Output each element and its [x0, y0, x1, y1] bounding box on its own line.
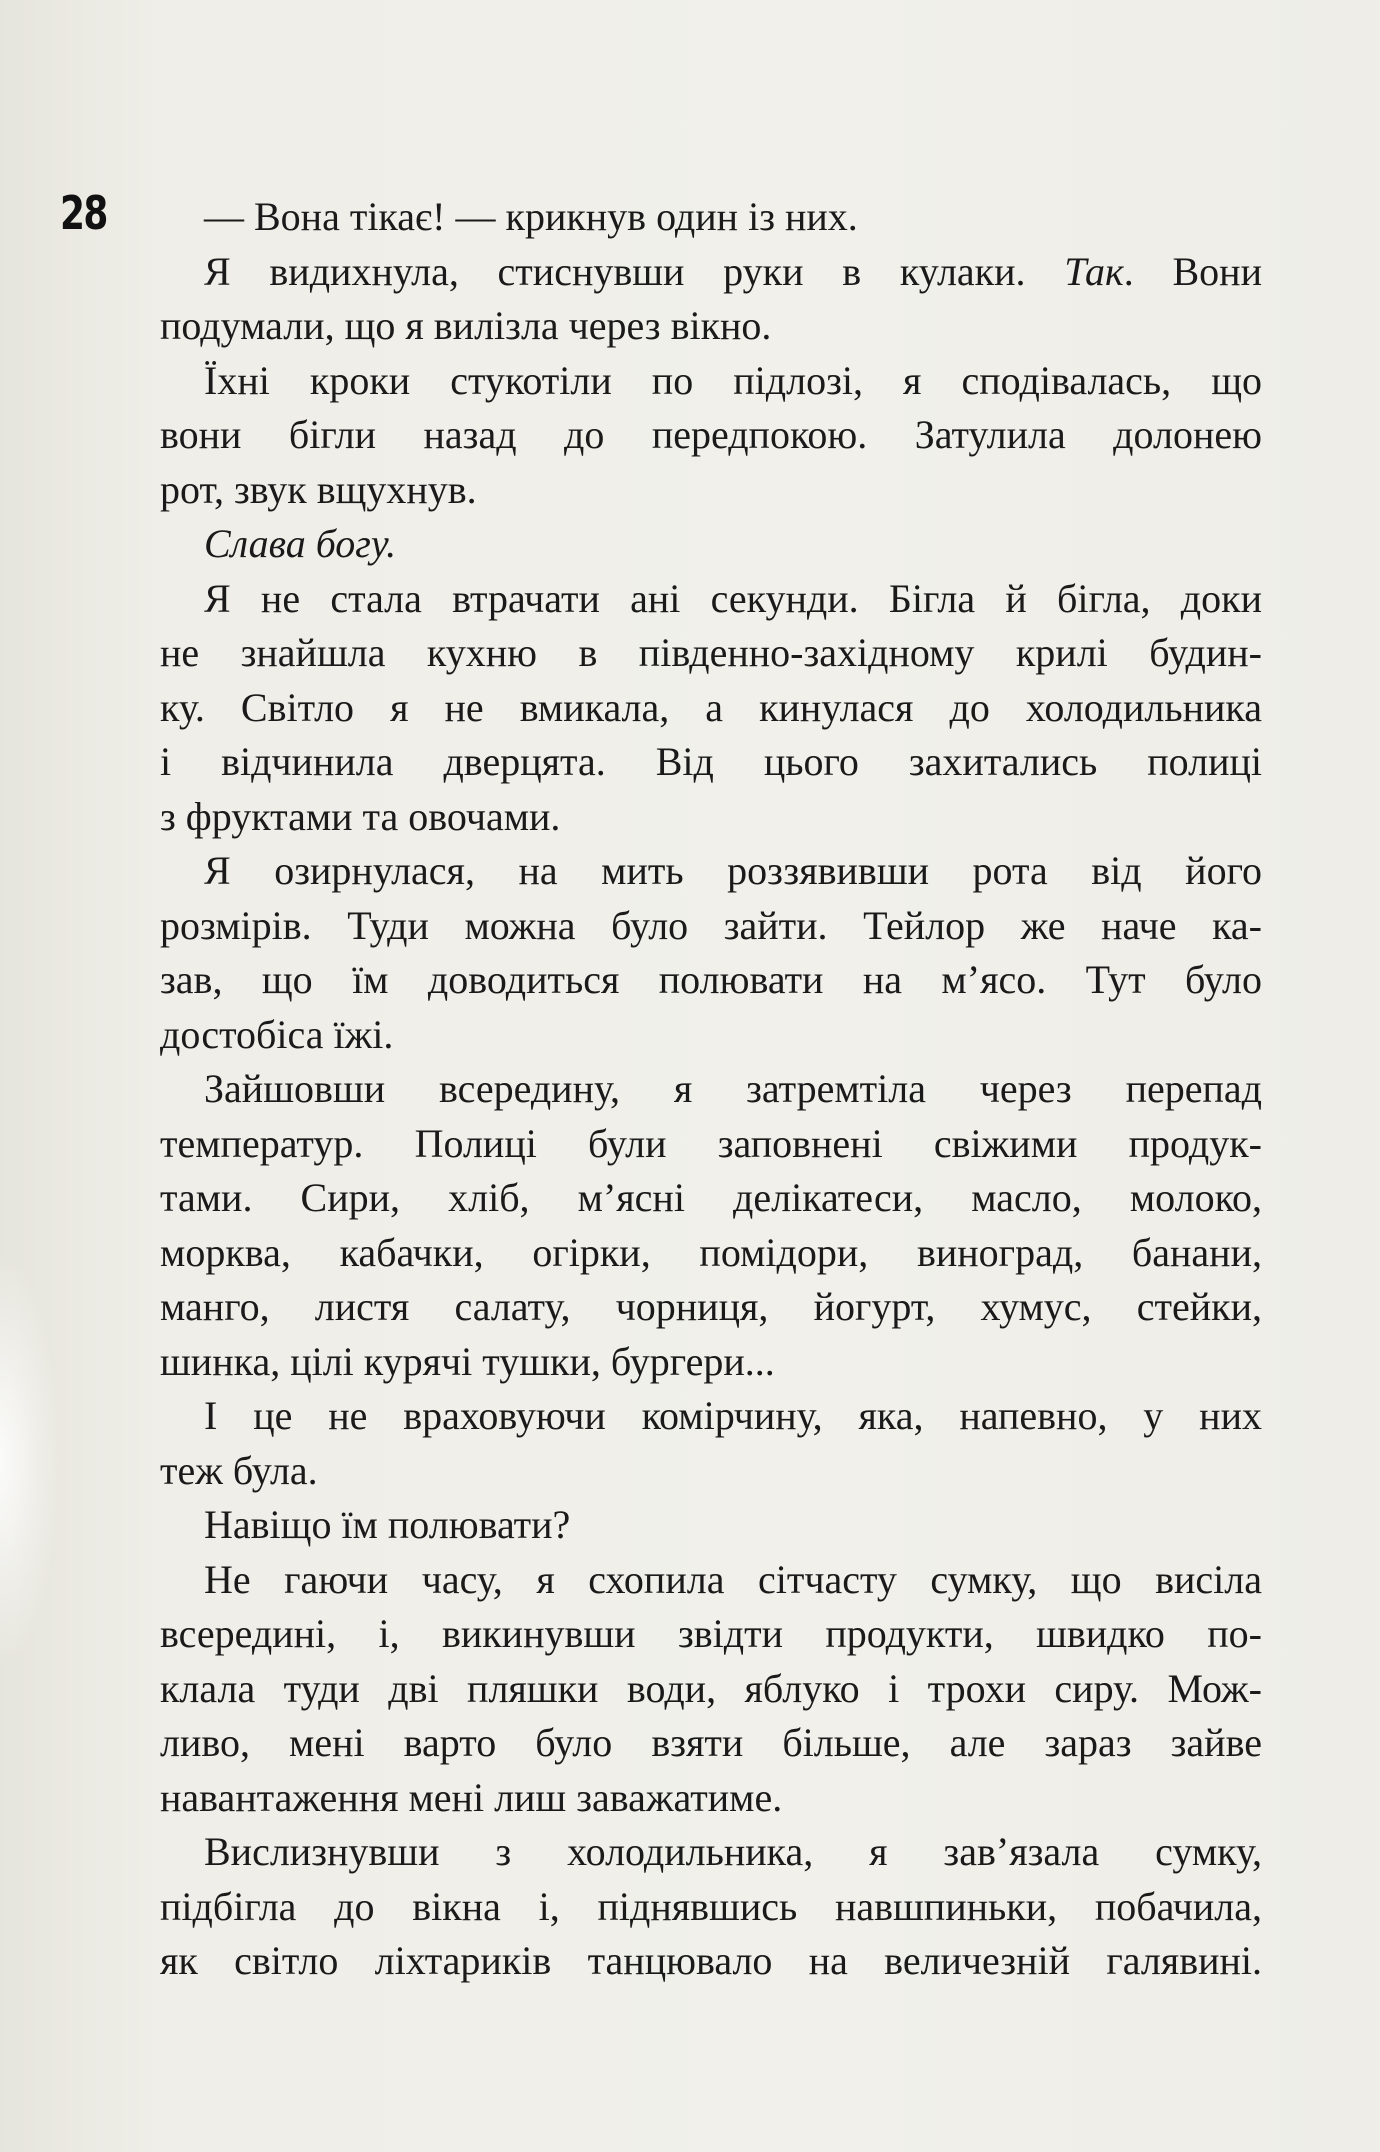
line-text: Зайшовши всередину, я затремтіла через перепад — [204, 1066, 1262, 1111]
text-line — [160, 572, 1262, 627]
line-text: Я не стала втрачати ані секунди. Бігла й бігла, доки — [204, 575, 1262, 621]
line-text: морква, кабачки, огірки, помідори, виноград, банани, — [160, 1229, 1262, 1275]
text-line — [160, 844, 1262, 899]
line-text: Я озирнулася, на мить роззявивши рота від його — [204, 848, 1262, 893]
text-line — [160, 1880, 1262, 1935]
text-line — [160, 1607, 1262, 1662]
text-line — [160, 1934, 1262, 1989]
text-line — [160, 1008, 1262, 1063]
text-line — [160, 1335, 1262, 1390]
text-line — [160, 1280, 1262, 1335]
line-text: клала туди дві пляшки води, яблуко і трохи сиру. Мож- — [160, 1665, 1262, 1711]
line-text: і відчинила дверцята. Від цього захитались полиці — [160, 739, 1262, 784]
text-line — [160, 681, 1262, 736]
text-line — [160, 1716, 1262, 1771]
line-text: шинка, цілі курячі тушки, бургери... — [160, 1338, 775, 1384]
line-text: ливо, мені варто було взяти більше, але зараз зайве — [160, 1720, 1262, 1765]
line-text: І це не враховуючи комірчину, яка, напевно, у них — [204, 1393, 1262, 1438]
line-text: Я видихнула, стиснувши руки в кулаки. — [204, 248, 1065, 294]
text-line — [160, 1444, 1262, 1499]
line-text: Не гаючи часу, я схопила сітчасту сумку, що висіла — [204, 1556, 1262, 1602]
text-line — [160, 1662, 1262, 1717]
text-line — [160, 1171, 1262, 1226]
line-text: Їхні кроки стукотіли по підлозі, я сподівалась, що — [204, 357, 1262, 403]
page-number: 28 — [60, 186, 107, 240]
body-text — [160, 190, 1262, 1989]
line-text: — Вона тікає! — крикнув один із них. — [204, 194, 858, 239]
line-text: рот, звук вщухнув. — [160, 466, 477, 512]
text-line — [160, 463, 1262, 518]
line-text: Вислизнувши з холодильника, я зав’язала сумку, — [204, 1829, 1262, 1874]
line-text: манго, листя салату, чорниця, йогурт, хумус, стейки, — [160, 1284, 1262, 1329]
text-line — [160, 1553, 1262, 1608]
line-text: всередині, і, викинувши звідти продукти, швидко по- — [160, 1611, 1262, 1656]
line-text: навантаження мені лиш заважатиме. — [160, 1774, 783, 1820]
text-line — [160, 1389, 1262, 1444]
italic-text: Слава богу. — [204, 521, 397, 566]
text-line — [160, 1498, 1262, 1553]
line-text-tail: . Вони — [1123, 248, 1262, 294]
text-line — [160, 354, 1262, 409]
text-line — [160, 245, 1262, 300]
text-line — [160, 299, 1262, 354]
page-curl-highlight — [0, 1250, 60, 1670]
text-line — [160, 1117, 1262, 1172]
line-text: не знайшла кухню в південно-західному крилі будин- — [160, 630, 1262, 675]
text-line — [160, 735, 1262, 790]
line-text: розмірів. Туди можна було зайти. Тейлор же наче ка- — [160, 902, 1262, 948]
line-text: температур. Полиці були заповнені свіжими продук- — [160, 1120, 1262, 1166]
line-text: Навіщо їм полювати? — [204, 1502, 571, 1547]
text-line — [160, 1771, 1262, 1826]
text-line — [160, 790, 1262, 845]
line-text: як світло ліхтариків танцювало на величезній галявині. — [160, 1938, 1262, 1983]
line-text: вони бігли назад до передпокою. Затулила долонею — [160, 412, 1262, 457]
text-line — [160, 1825, 1262, 1880]
text-line — [160, 517, 1262, 572]
text-line — [160, 953, 1262, 1008]
line-text: ку. Світло я не вмикала, а кинулася до холодильника — [160, 684, 1262, 730]
line-text: достобіса їжі. — [160, 1011, 394, 1057]
line-text: теж була. — [160, 1447, 318, 1493]
text-line — [160, 899, 1262, 954]
line-text: підбігла до вікна і, піднявшись навшпиньки, побачила, — [160, 1883, 1262, 1929]
line-text: з фруктами та овочами. — [160, 793, 561, 839]
text-line — [160, 190, 1262, 245]
text-line — [160, 408, 1262, 463]
line-text: зав, що їм доводиться полювати на м’ясо. Тут було — [160, 957, 1262, 1002]
line-text: подумали, що я вилізла через вікно. — [160, 303, 772, 348]
italic-text: Так — [1064, 248, 1124, 294]
text-line — [160, 1062, 1262, 1117]
line-text: тами. Сири, хліб, м’ясні делікатеси, масло, молоко, — [160, 1175, 1262, 1220]
text-line — [160, 1226, 1262, 1281]
text-line — [160, 626, 1262, 681]
